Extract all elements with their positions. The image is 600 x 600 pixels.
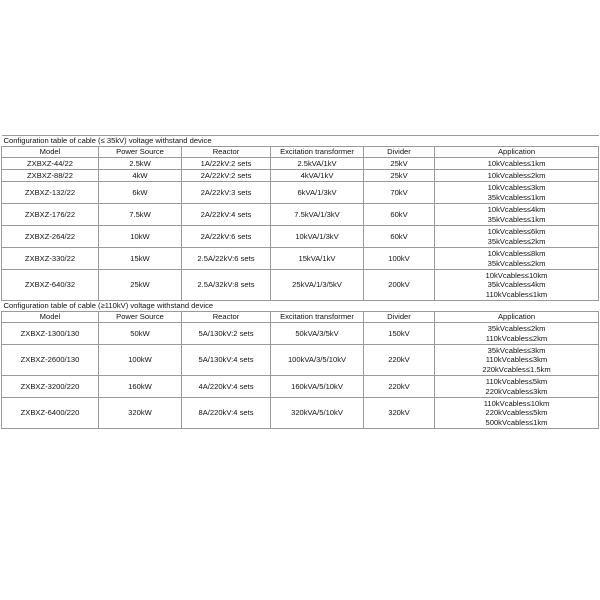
model-cell: ZXBXZ-264/22	[2, 226, 99, 248]
excitation-transformer-cell: 7.5kVA/1/3kV	[271, 204, 364, 226]
application-line: 10kVcables≤1km	[487, 158, 546, 168]
divider-cell: 220kV	[364, 376, 435, 398]
application-line: 110kVcables≤1km	[485, 289, 548, 299]
excitation-transformer-cell: 2.5kVA/1kV	[271, 158, 364, 170]
application-line: 35kVcables≤2km	[487, 324, 546, 334]
application-header: Application	[435, 312, 599, 323]
section-title: Configuration table of cable (≤ 35kV) voltage withstand device	[2, 136, 599, 147]
table-body	[2, 136, 599, 429]
excitation-transformer-cell: 10kVA/1/3kV	[271, 226, 364, 248]
application-line: 10kVcables≤3km	[487, 183, 546, 193]
power-source-cell: 15kW	[99, 248, 182, 270]
application-cell	[435, 376, 599, 398]
power-source-header: Power Source	[99, 147, 182, 158]
reactor-cell: 2.5A/22kV:6 sets	[182, 248, 271, 270]
application-line: 110kVcables≤5km	[485, 377, 548, 387]
application-cell	[435, 158, 599, 170]
power-source-cell: 160kW	[99, 376, 182, 398]
application-line: 220kVcables≤5km	[485, 408, 548, 418]
model-cell: ZXBXZ-3200/220	[2, 376, 99, 398]
power-source-cell: 2.5kW	[99, 158, 182, 170]
model-header: Model	[2, 312, 99, 323]
application-line: 220kVcables≤3km	[485, 386, 548, 396]
excitation-transformer-header: Excitation transformer	[271, 147, 364, 158]
application-cell	[435, 204, 599, 226]
excitation-transformer-cell: 25kVA/1/3/5kV	[271, 270, 364, 301]
power-source-cell: 4kW	[99, 170, 182, 182]
power-source-cell: 320kW	[99, 398, 182, 429]
divider-cell: 150kV	[364, 323, 435, 345]
reactor-cell: 2A/22kV:3 sets	[182, 182, 271, 204]
application-cell	[435, 323, 599, 345]
application-line: 35kVcables≤3km	[487, 346, 546, 356]
reactor-cell: 8A/220kV:4 sets	[182, 398, 271, 429]
model-cell: ZXBXZ-176/22	[2, 204, 99, 226]
table-row	[2, 226, 599, 248]
divider-header: Divider	[364, 312, 435, 323]
application-line: 35kVcables≤2km	[487, 258, 546, 268]
divider-cell: 100kV	[364, 248, 435, 270]
section-title-row	[2, 301, 599, 312]
application-line: 10kVcables≤6km	[487, 227, 546, 237]
application-line: 35kVcables≤1km	[487, 214, 546, 224]
reactor-cell: 2A/22kV:6 sets	[182, 226, 271, 248]
excitation-transformer-header: Excitation transformer	[271, 312, 364, 323]
reactor-cell: 5A/130kV:2 sets	[182, 323, 271, 345]
model-cell: ZXBXZ-132/22	[2, 182, 99, 204]
power-source-cell: 25kW	[99, 270, 182, 301]
table-row	[2, 204, 599, 226]
divider-cell: 60kV	[364, 226, 435, 248]
application-line: 500kVcables≤1km	[485, 417, 548, 427]
reactor-cell: 1A/22kV:2 sets	[182, 158, 271, 170]
application-cell	[435, 398, 599, 429]
divider-cell: 60kV	[364, 204, 435, 226]
model-cell: ZXBXZ-1300/130	[2, 323, 99, 345]
model-cell: ZXBXZ-330/22	[2, 248, 99, 270]
excitation-transformer-cell: 160kVA/5/10kV	[271, 376, 364, 398]
application-line: 35kVcables≤2km	[487, 236, 546, 246]
power-source-cell: 7.5kW	[99, 204, 182, 226]
divider-cell: 320kV	[364, 398, 435, 429]
reactor-header: Reactor	[182, 312, 271, 323]
excitation-transformer-cell: 320kVA/5/10kV	[271, 398, 364, 429]
application-line: 35kVcables≤1km	[487, 192, 546, 202]
reactor-header: Reactor	[182, 147, 271, 158]
excitation-transformer-cell: 50kVA/3/5kV	[271, 323, 364, 345]
table-row	[2, 398, 599, 429]
model-cell: ZXBXZ-88/22	[2, 170, 99, 182]
table-row	[2, 376, 599, 398]
section-title-row	[2, 136, 599, 147]
application-line: 220kVcables≤1.5km	[482, 364, 551, 374]
excitation-transformer-cell: 4kVA/1kV	[271, 170, 364, 182]
power-source-cell: 100kW	[99, 345, 182, 376]
reactor-cell: 5A/130kV:4 sets	[182, 345, 271, 376]
application-line: 110kVcables≤2km	[485, 333, 548, 343]
configuration-document	[1, 135, 598, 429]
model-header: Model	[2, 147, 99, 158]
application-line: 10kVcables≤8km	[487, 249, 546, 259]
excitation-transformer-cell: 6kVA/1/3kV	[271, 182, 364, 204]
reactor-cell: 2.5A/32kV:8 sets	[182, 270, 271, 301]
model-cell: ZXBXZ-640/32	[2, 270, 99, 301]
model-cell: ZXBXZ-2600/130	[2, 345, 99, 376]
application-line: 10kVcables≤4km	[487, 205, 546, 215]
column-header-row	[2, 147, 599, 158]
table-row	[2, 182, 599, 204]
excitation-transformer-cell: 100kVA/3/5/10kV	[271, 345, 364, 376]
application-cell	[435, 270, 599, 301]
model-cell: ZXBXZ-44/22	[2, 158, 99, 170]
divider-cell: 25kV	[364, 170, 435, 182]
excitation-transformer-cell: 15kVA/1kV	[271, 248, 364, 270]
table-row	[2, 158, 599, 170]
table-row	[2, 270, 599, 301]
application-cell	[435, 182, 599, 204]
table-row	[2, 345, 599, 376]
table-row	[2, 323, 599, 345]
divider-cell: 200kV	[364, 270, 435, 301]
section-title: Configuration table of cable (≥110kV) voltage withstand device	[2, 301, 599, 312]
configuration-table	[1, 135, 599, 429]
table-row	[2, 248, 599, 270]
application-line: 35kVcables≤4km	[487, 280, 546, 290]
reactor-cell: 4A/220kV:4 sets	[182, 376, 271, 398]
divider-cell: 70kV	[364, 182, 435, 204]
application-line: 10kVcables≤10km	[485, 271, 548, 281]
reactor-cell: 2A/22kV:2 sets	[182, 170, 271, 182]
power-source-cell: 50kW	[99, 323, 182, 345]
application-cell	[435, 248, 599, 270]
application-cell	[435, 226, 599, 248]
power-source-cell: 10kW	[99, 226, 182, 248]
power-source-header: Power Source	[99, 312, 182, 323]
application-header: Application	[435, 147, 599, 158]
column-header-row	[2, 312, 599, 323]
application-line: 110kVcables≤10km	[483, 399, 550, 409]
power-source-cell: 6kW	[99, 182, 182, 204]
table-row	[2, 170, 599, 182]
application-cell	[435, 170, 599, 182]
model-cell: ZXBXZ-6400/220	[2, 398, 99, 429]
application-cell	[435, 345, 599, 376]
reactor-cell: 2A/22kV:4 sets	[182, 204, 271, 226]
divider-cell: 25kV	[364, 158, 435, 170]
application-line: 10kVcables≤2km	[487, 170, 546, 180]
divider-cell: 220kV	[364, 345, 435, 376]
divider-header: Divider	[364, 147, 435, 158]
application-line: 110kVcables≤3km	[485, 355, 548, 365]
